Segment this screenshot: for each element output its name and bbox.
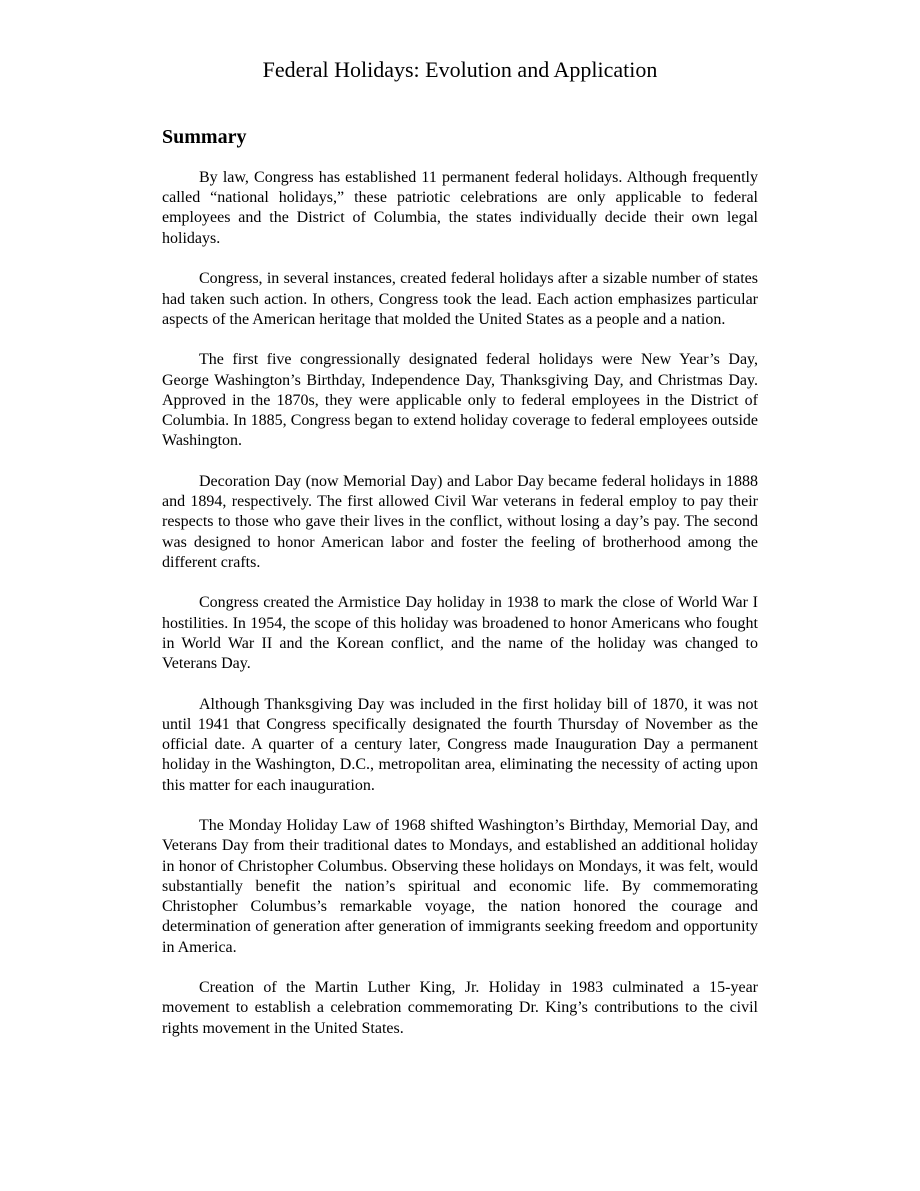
paragraph-4: Decoration Day (now Memorial Day) and Labor Day became federal holidays in 1888 and 1894, respectively. The first allowed Civil War veterans in federal employ to pay their respects to those who gave their lives in the conflict, without losing a day’s pay. The second was designed to honor American labor and foster the feeling of brotherhood among the different crafts. xyxy=(162,472,758,571)
document-title: Federal Holidays: Evolution and Application xyxy=(262,57,658,82)
paragraph-3: The first five congressionally designated federal holidays were New Year’s Day, George Washington’s Birthday, Independence Day, Thanksgiving Day, and Christmas Day. Approved in the 1870s, they were applicable only to federal employees in the District of Columbia. In 1885, Congress began to extend holiday coverage to federal employees outside Washington. xyxy=(162,351,758,450)
section-heading-summary: Summary xyxy=(162,126,247,148)
summary-body xyxy=(162,168,758,1059)
paragraph-1: By law, Congress has established 11 permanent federal holidays. Although frequently called “national holidays,” these patriotic celebrations are only applicable to federal employees and the District of Columbia, the states individually decide their own legal holidays. xyxy=(162,169,758,247)
paragraph-7: The Monday Holiday Law of 1968 shifted Washington’s Birthday, Memorial Day, and Veterans Day from their traditional dates to Mondays, and established an additional holiday in honor of Christopher Columbus. Observing these holidays on Mondays, it was felt, would substantially benefit the nation’s spiritual and economic life. By commemorating Christopher Columbus’s remarkable voyage, the nation honored the courage and determination of generation after generation of immigrants seeking freedom and opportunity in America. xyxy=(162,817,758,956)
paragraph-8: Creation of the Martin Luther King, Jr. Holiday in 1983 culminated a 15-year movement to establish a celebration commemorating Dr. King’s contributions to the civil rights movement in the United States. xyxy=(162,979,758,1037)
paragraph-2: Congress, in several instances, created federal holidays after a sizable number of states had taken such action. In others, Congress took the lead. Each action emphasizes particular aspects of the American heritage that molded the United States as a people and a nation. xyxy=(162,270,758,328)
paragraph-6: Although Thanksgiving Day was included in the first holiday bill of 1870, it was not until 1941 that Congress specifically designated the fourth Thursday of November as the official date. A quarter of a century later, Congress made Inauguration Day a permanent holiday in the Washington, D.C., metropolitan area, eliminating the necessity of acting upon this matter for each inauguration. xyxy=(162,695,758,794)
paragraph-5: Congress created the Armistice Day holiday in 1938 to mark the close of World War I hostilities. In 1954, the scope of this holiday was broadened to honor Americans who fought in World War II and the Korean conflict, and the name of the holiday was changed to Veterans Day. xyxy=(162,594,758,673)
